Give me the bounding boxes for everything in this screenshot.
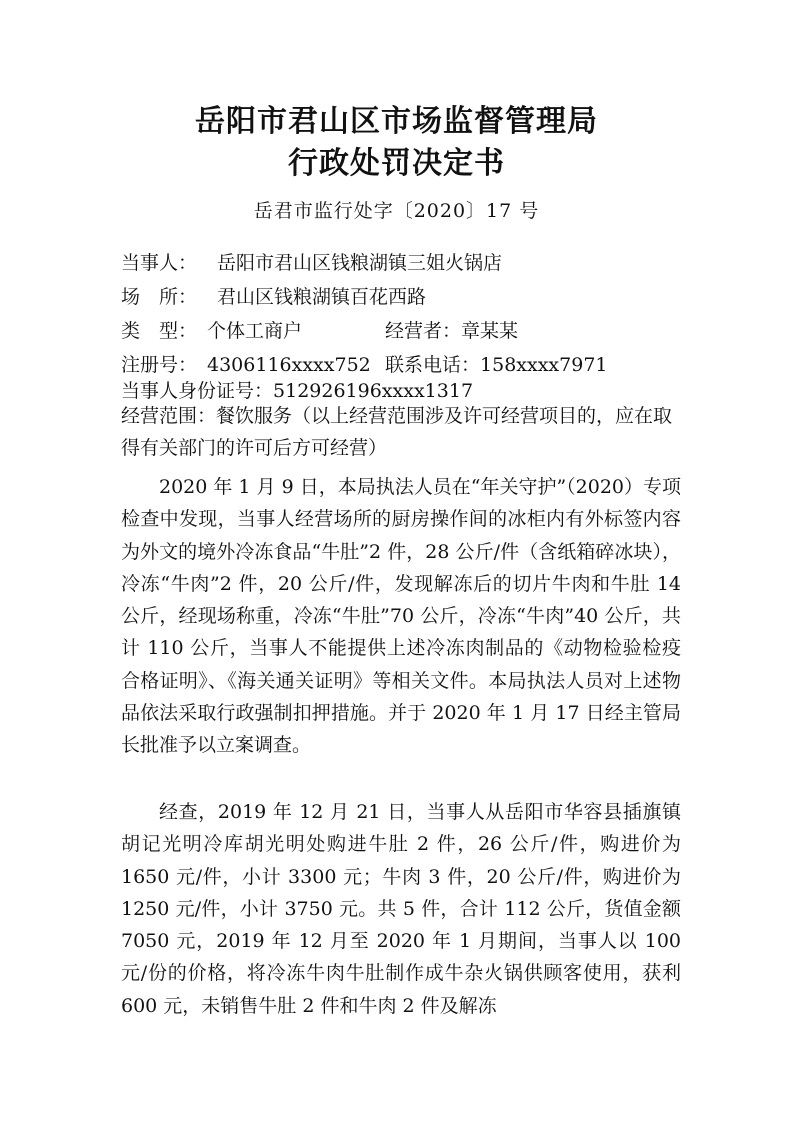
business-scope-row <box>121 400 681 465</box>
id-label: 当事人身份证号： <box>121 380 274 402</box>
operator-label: 经营者： <box>385 320 462 342</box>
site-label: 场 所： <box>121 286 198 308</box>
site-row <box>121 282 426 309</box>
body-paragraph-1: 2020 年 1 月 9 日，本局执法人员在“年关守护”（2020）专项检查中发现，当事人经营场所的厨房操作间的冰柜内有外标签内容为外文的境外冷冻食品“牛肚”2 件，28 公斤/件（含纸箱碎冰块），冷冻“牛肉”2 件，20 公斤/件，发现解冻后的切片牛肉和牛肚 14 公斤，经现场称重，冷冻“牛肚”70 公斤，冷冻“牛肉”40 公斤，共计 110 公斤，当事人不能提供上述冷冻肉制品的《动物检验检疫合格证明》、《海关通关证明》等相关文件。本局执法人员对上述物品依法采取行政强制扣押措施。并于 2020 年 1 月 17 日经主管局长批准予以立案调查。 <box>121 476 682 757</box>
phone-value: 158xxxx7971 <box>480 354 608 376</box>
party-value: 岳阳市君山区钱粮湖镇三姐火锅店 <box>217 252 503 274</box>
id-value: 512926196xxxx1317 <box>273 380 474 402</box>
registration-label: 注册号： <box>121 354 198 376</box>
site-value: 君山区钱粮湖镇百花西路 <box>217 286 427 308</box>
party-label: 当事人： <box>121 252 198 274</box>
id-row <box>121 376 473 403</box>
document-title-line1: 岳阳市君山区市场监督管理局 <box>195 104 598 139</box>
body-paragraph-2: 经查，2019 年 12 月 21 日，当事人从岳阳市华容县插旗镇胡记光明冷库胡光明处购进牛肚 2 件，26 公斤/件，购进价为 1650 元/件，小计 3300 元；牛肉 3 件，20 公斤/件，购进价为 1250 元/件，小计 3750 元。共 5 件，合计 112 公斤，货值金额 7050 元，2019 年 12 月至 2020 年 1 月期间，当事人以 100 元/份的价格，将冷冻牛肉牛肚制作成牛杂火锅供顾客使用，获利 600 元，未销售牛肚 2 件和牛肉 2 件及解冻 <box>121 801 681 1017</box>
body-section-2 <box>121 796 681 1022</box>
type-label: 类 型： <box>121 320 198 342</box>
document-title-line2: 行政处罚决定书 <box>288 146 505 181</box>
phone-label: 联系电话： <box>385 354 481 376</box>
body-section-1 <box>121 471 681 762</box>
document-number: 岳君市监行处字〔2020〕17 号 <box>253 200 540 222</box>
registration-row <box>121 350 608 377</box>
type-row <box>121 316 518 343</box>
business-scope-value: 餐饮服务（以上经营范围涉及许可经营项目的，应在取得有关部门的许可后方可经营） <box>121 405 673 460</box>
operator-value: 章某某 <box>461 320 519 342</box>
registration-value: 4306116xxxx752 <box>207 354 371 376</box>
business-scope-label: 经营范围： <box>121 405 217 427</box>
type-value: 个体工商户 <box>207 320 303 342</box>
party-row <box>121 248 502 275</box>
